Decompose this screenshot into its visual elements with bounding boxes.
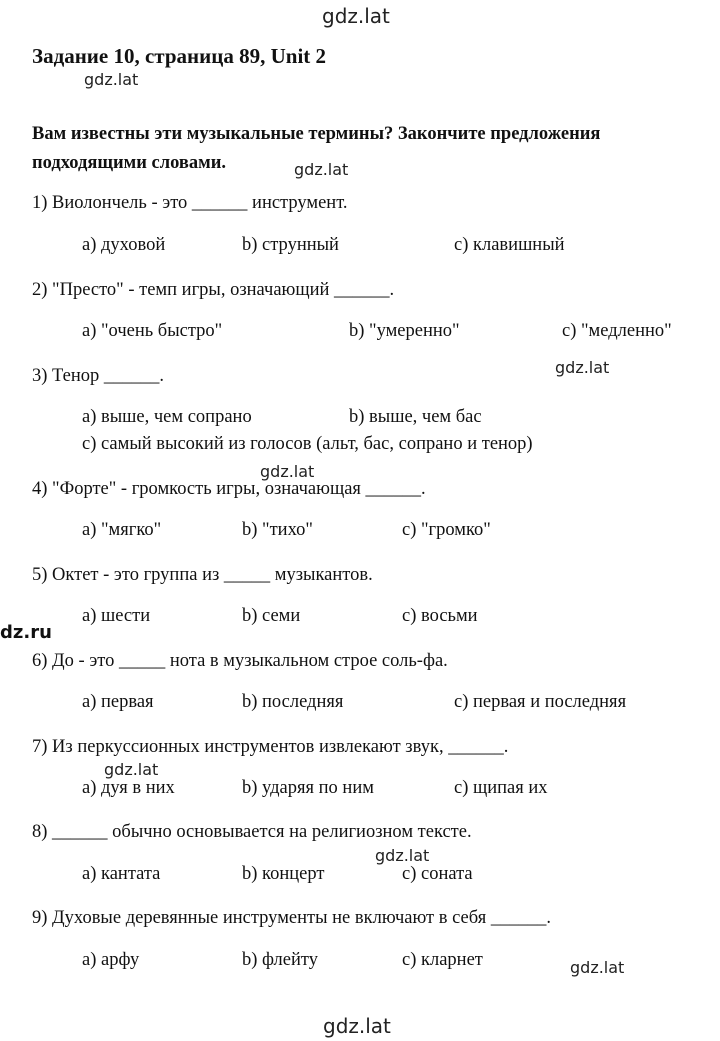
question-2-option-c: c) "медленно": [562, 321, 672, 341]
question-3-option-a: a) выше, чем сопрано: [82, 407, 252, 427]
question-9: 9) Духовые деревянные инструменты не включают в себя ______.: [32, 908, 551, 928]
question-9-option-b: b) флейту: [242, 950, 318, 970]
task-title: Задание 10, страница 89, Unit 2: [32, 44, 327, 68]
question-3: 3) Тенор ______.: [32, 366, 164, 386]
question-8-option-c: c) соната: [402, 864, 473, 884]
question-6: 6) До - это _____ нота в музыкальном строе соль-фа.: [32, 651, 448, 671]
question-8-option-a: a) кантата: [82, 864, 161, 884]
question-1-option-a: a) духовой: [82, 235, 166, 255]
question-3-option-c: c) самый высокий из голосов (альт, бас, сопрано и тенор): [82, 434, 533, 454]
watermark: gdz.lat: [555, 358, 610, 377]
watermark: gdz.lat: [84, 70, 139, 89]
question-6-option-b: b) последняя: [242, 692, 344, 712]
question-4-option-b: b) "тихо": [242, 520, 313, 540]
question-3-option-b: b) выше, чем бас: [349, 407, 482, 427]
question-7-option-c: c) щипая их: [454, 778, 548, 798]
watermark-dzru: dz.ru: [0, 622, 52, 643]
question-1-option-c: c) клавишный: [454, 235, 565, 255]
question-8: 8) ______ обычно основывается на религиозном тексте.: [32, 822, 472, 842]
question-8-option-b: b) концерт: [242, 864, 325, 884]
question-9-option-c: c) кларнет: [402, 950, 483, 970]
question-7-option-b: b) ударяя по ним: [242, 778, 374, 798]
question-5-option-b: b) семи: [242, 606, 301, 626]
question-5-option-c: c) восьми: [402, 606, 478, 626]
watermark-bottom: gdz.lat: [323, 1014, 391, 1038]
watermark-top: gdz.lat: [322, 4, 390, 28]
question-2-option-b: b) "умеренно": [349, 321, 460, 341]
question-4-option-c: c) "громко": [402, 520, 491, 540]
question-1: 1) Виолончель - это ______ инструмент.: [32, 193, 348, 213]
watermark: gdz.lat: [570, 958, 625, 977]
task-instruction: Вам известны эти музыкальные термины? Закончите предложения подходящими словами.: [32, 124, 601, 173]
question-2: 2) "Престо" - темп игры, означающий ______.: [32, 280, 395, 300]
question-6-option-c: c) первая и последняя: [454, 692, 627, 712]
watermark: gdz.lat: [104, 760, 159, 779]
question-7-option-a: a) дуя в них: [82, 778, 175, 798]
watermark: gdz.lat: [294, 160, 349, 179]
question-5-option-a: a) шести: [82, 606, 151, 626]
question-5: 5) Октет - это группа из _____ музыкантов.: [32, 565, 373, 585]
question-4-option-a: a) "мягко": [82, 520, 162, 540]
question-9-option-a: a) арфу: [82, 950, 140, 970]
watermark: gdz.lat: [260, 462, 315, 481]
question-7: 7) Из перкуссионных инструментов извлекают звук, ______.: [32, 737, 509, 757]
watermark: gdz.lat: [375, 846, 430, 865]
question-1-option-b: b) струнный: [242, 235, 339, 255]
question-2-option-a: a) "очень быстро": [82, 321, 223, 341]
question-4: 4) "Форте" - громкость игры, означающая ______.: [32, 479, 426, 499]
question-6-option-a: a) первая: [82, 692, 154, 712]
